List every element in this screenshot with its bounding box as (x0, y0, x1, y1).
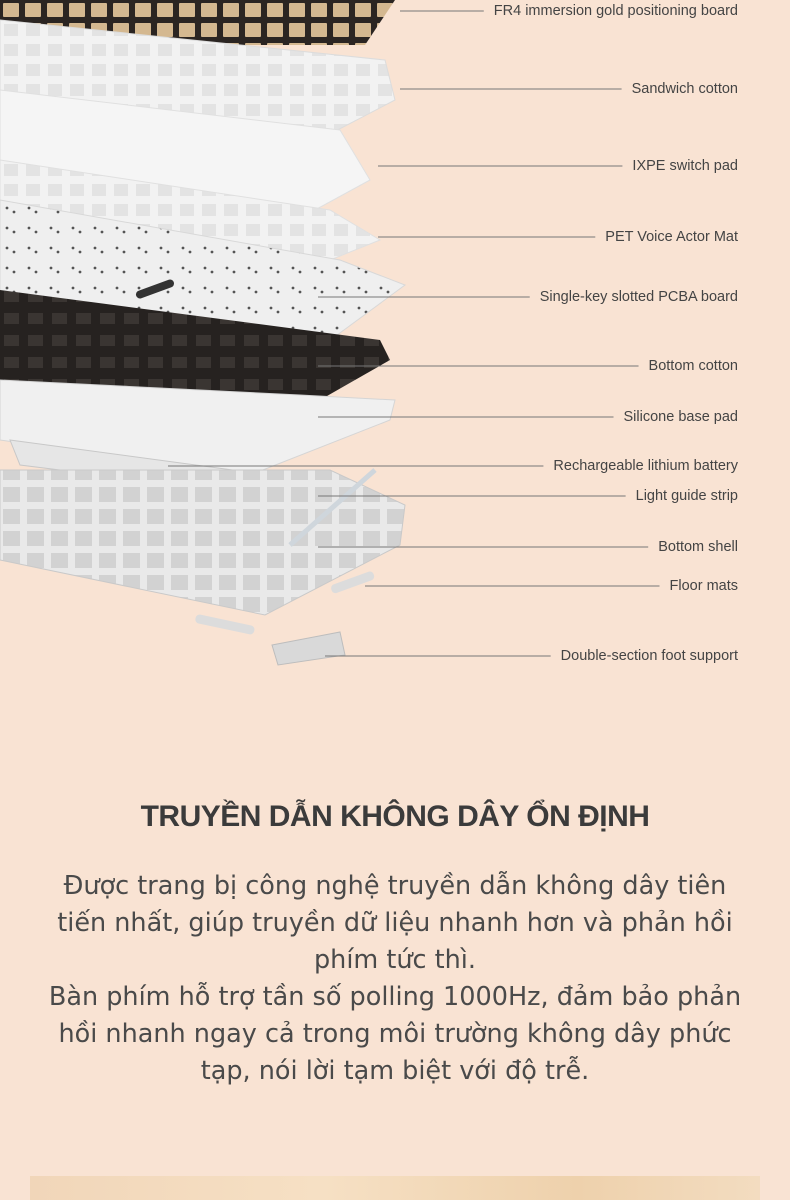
floor-mat-shape-2 (195, 614, 256, 635)
label-light-guide: Light guide strip (635, 488, 738, 504)
next-section-image-strip (30, 1176, 760, 1200)
section-description (40, 868, 750, 1090)
label-foot-support: Double-section foot support (560, 648, 738, 664)
label-fr4-board: FR4 immersion gold positioning board (493, 3, 738, 19)
label-pet-mat: PET Voice Actor Mat (605, 229, 738, 245)
bottom-shell-shape (0, 470, 405, 615)
label-sandwich-cotton: Sandwich cotton (631, 81, 738, 97)
label-bottom-shell: Bottom shell (658, 539, 738, 555)
section-heading: TRUYỀN DẪN KHÔNG DÂY ỔN ĐỊNH (140, 800, 650, 833)
label-silicone-pad: Silicone base pad (623, 409, 738, 425)
label-bottom-cotton: Bottom cotton (648, 358, 738, 374)
label-ixpe-switch-pad: IXPE switch pad (632, 158, 738, 174)
label-pcba-board: Single-key slotted PCBA board (539, 289, 738, 305)
description-paragraph: Bàn phím hỗ trợ tần số polling 1000Hz, đảm bảo phản hồi nhanh ngay cả trong môi trường không dây phức tạp, nói lời tạm biệt với độ trễ. (48, 982, 742, 1086)
label-battery: Rechargeable lithium battery (553, 458, 738, 474)
label-floor-mats: Floor mats (669, 578, 738, 594)
foot-support-shape (272, 632, 345, 665)
description-paragraph: Được trang bị công nghệ truyền dẫn không dây tiên tiến nhất, giúp truyền dữ liệu nhanh hơn và phản hồi phím tức thì. (57, 871, 733, 975)
